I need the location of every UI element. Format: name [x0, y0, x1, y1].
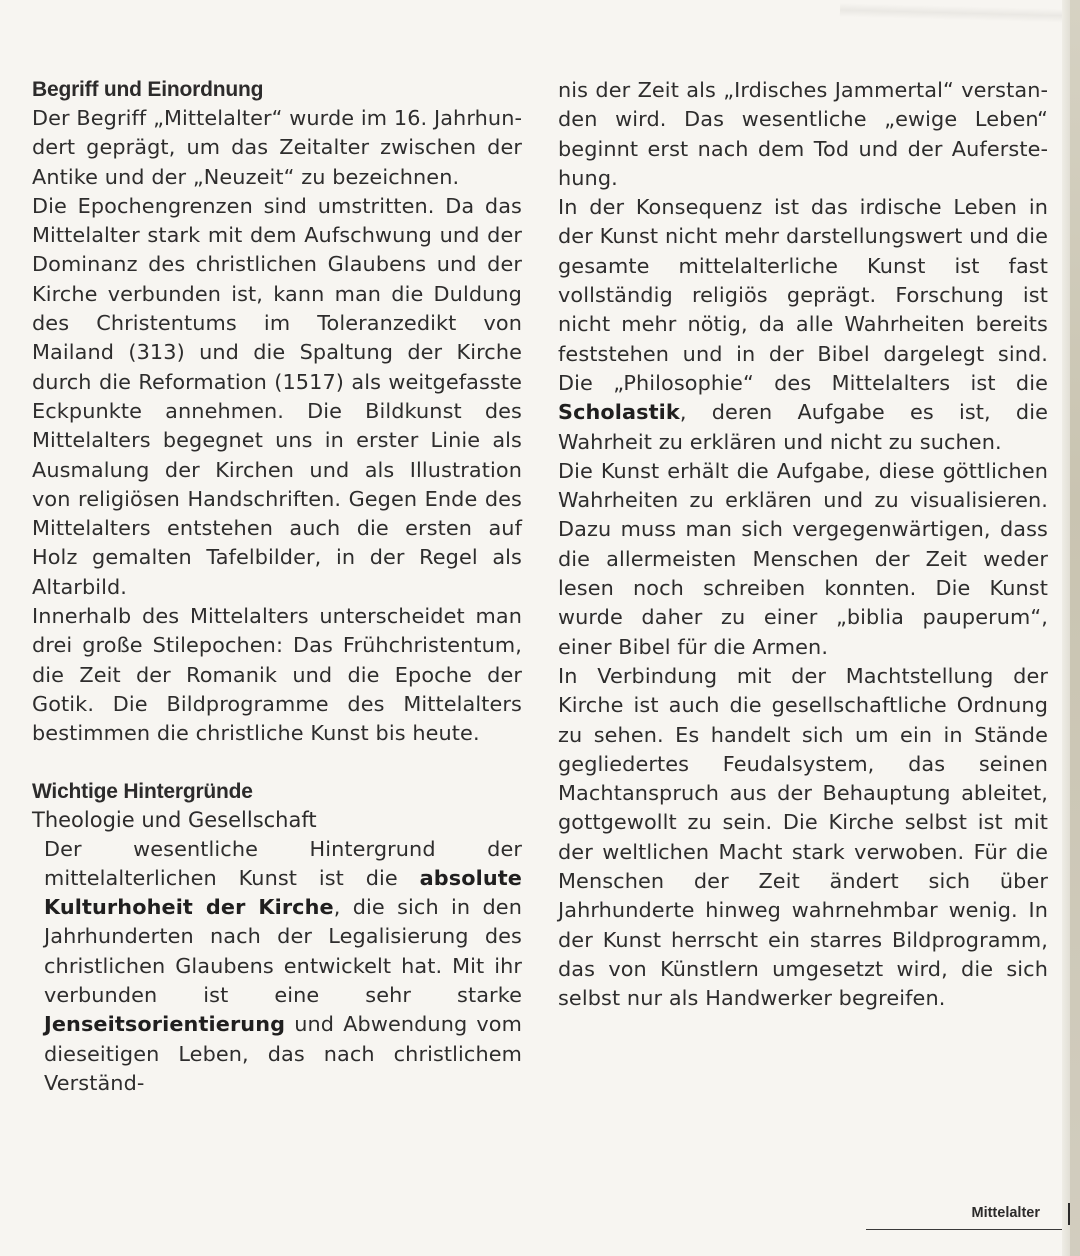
right-column [558, 76, 1048, 1014]
subheading-theologie: Theologie und Gesellschaft [32, 807, 317, 832]
page-edge-stripe [1070, 0, 1080, 1256]
section-gap [32, 749, 522, 778]
scan-artifact [840, 3, 1070, 23]
paragraph-machtstellung: In Verbindung mit der Machtstellung der Kirche ist auch die gesellschaftliche Ordnung zu sehen. Es handelt sich um ein in Stände gegliedertes Feudalsystem, das seinen Machtanspruch aus der Behauptung ableitet, gottgewollt zu sein. Die Kirche selbst ist mit der weltlichen Macht stark verwoben. Für die Menschen der Zeit ändert sich über Jahrhunderte hinweg wahrnehmbar wenig. In der Kunst herrscht ein starres Bildprogramm, das von Künstlern umgesetzt wird, die sich selbst nur als Handwerker begreifen. [558, 663, 1048, 1011]
footer-tick [1068, 1203, 1070, 1225]
paragraph-begriff: Der Begriff „Mittelalter“ wurde im 16. Jahrhundert geprägt, um das Zeitalter zwischen der Antike und der „Neuzeit“ zu bezeichnen. [32, 106, 522, 189]
emphasis-jenseitsorientierung: Jenseitsorientierung [44, 1012, 286, 1037]
running-footer [866, 1205, 1062, 1230]
text-run: , die sich in den Jahrhunderten nach der Legalisierung des christlichen Glaubens entwickelt hat. Mit ihr verbunden ist eine sehr starke [44, 895, 522, 1008]
indented-block [32, 835, 522, 1099]
text-run: und Abwendung vom dieseitigen Leben, das nach christlichem Verständ- [44, 1012, 522, 1095]
text-run: In der Konsequenz ist das irdische Leben in der Kunst nicht mehr darstellungswert und die gesamte mittelalterliche Kunst ist fast vollständig religiös geprägt. Forschung ist nicht mehr nötig, da alle Wahrheiten bereits feststehen und in der Bibel dargelegt sind. Die „Philosophie“ des Mittelalters ist die [558, 195, 1048, 395]
emphasis-scholastik: Scholastik [558, 400, 680, 425]
text-run: , deren Aufgabe es ist, die Wahrheit zu erklären und nicht zu suchen. [558, 400, 1048, 454]
paragraph-konsequenz [558, 193, 1048, 457]
paragraph-jammertal: nis der Zeit als „Irdisches Jammertal“ verstanden wird. Das wesentliche „ewige Leben“ beginnt erst nach dem Tod und der Auferstehung. [558, 78, 1048, 190]
section-heading-begriff: Begriff und Einordnung [32, 78, 264, 101]
paragraph-kunst-aufgabe: Die Kunst erhält die Aufgabe, diese göttlichen Wahrheiten zu erklären und zu visualisieren. Dazu muss man sich vergegenwärtigen, dass die allermeisten Menschen der Zeit weder lesen noch schreiben konnten. Die Kunst wurde daher zu einer „biblia pauperum“, einer Bibel für die Armen. [558, 458, 1048, 659]
paragraph-stilepochen: Innerhalb des Mittelalters unterscheidet man drei große Stilepochen: Das Frühchristentum, die Zeit der Romanik und die Epoche der Gotik. Die Bildprogramme des Mittelalters bestimmen die christliche Kunst bis heute. [32, 604, 522, 746]
section-heading-hintergruende: Wichtige Hintergründe [32, 779, 253, 803]
left-column [32, 76, 522, 1098]
emphasis-kulturhoheit: absolute Kulturhoheit der Kirche [44, 865, 522, 920]
text-run: Der wesentliche Hintergrund der mittelalterlichen Kunst ist die [44, 836, 522, 890]
footer-chapter-label: Mittelalter [971, 1205, 1040, 1221]
page-edge [1062, 0, 1080, 1256]
paragraph-epochengrenzen: Die Epochengrenzen sind umstritten. Da das Mittelalter stark mit dem Aufschwung und der Dominanz des christlichen Glaubens und der Kirche verbunden ist, kann man die Duldung des Christentums im Toleranzedikt von Mailand (313) und die Spaltung der Kirche durch die Reformation (1517) als weitgefasste Eckpunkte annehmen. Die Bildkunst des Mittelalters begegnet uns in erster Linie als Ausmalung der Kirchen und als Illustration von religiösen Handschriften. Gegen Ende des Mittelalters entstehen auch die ersten auf Holz gemalten Tafelbilder, in der Regel als Altarbild. [32, 193, 522, 599]
paragraph-kulturhoheit [32, 835, 522, 1099]
